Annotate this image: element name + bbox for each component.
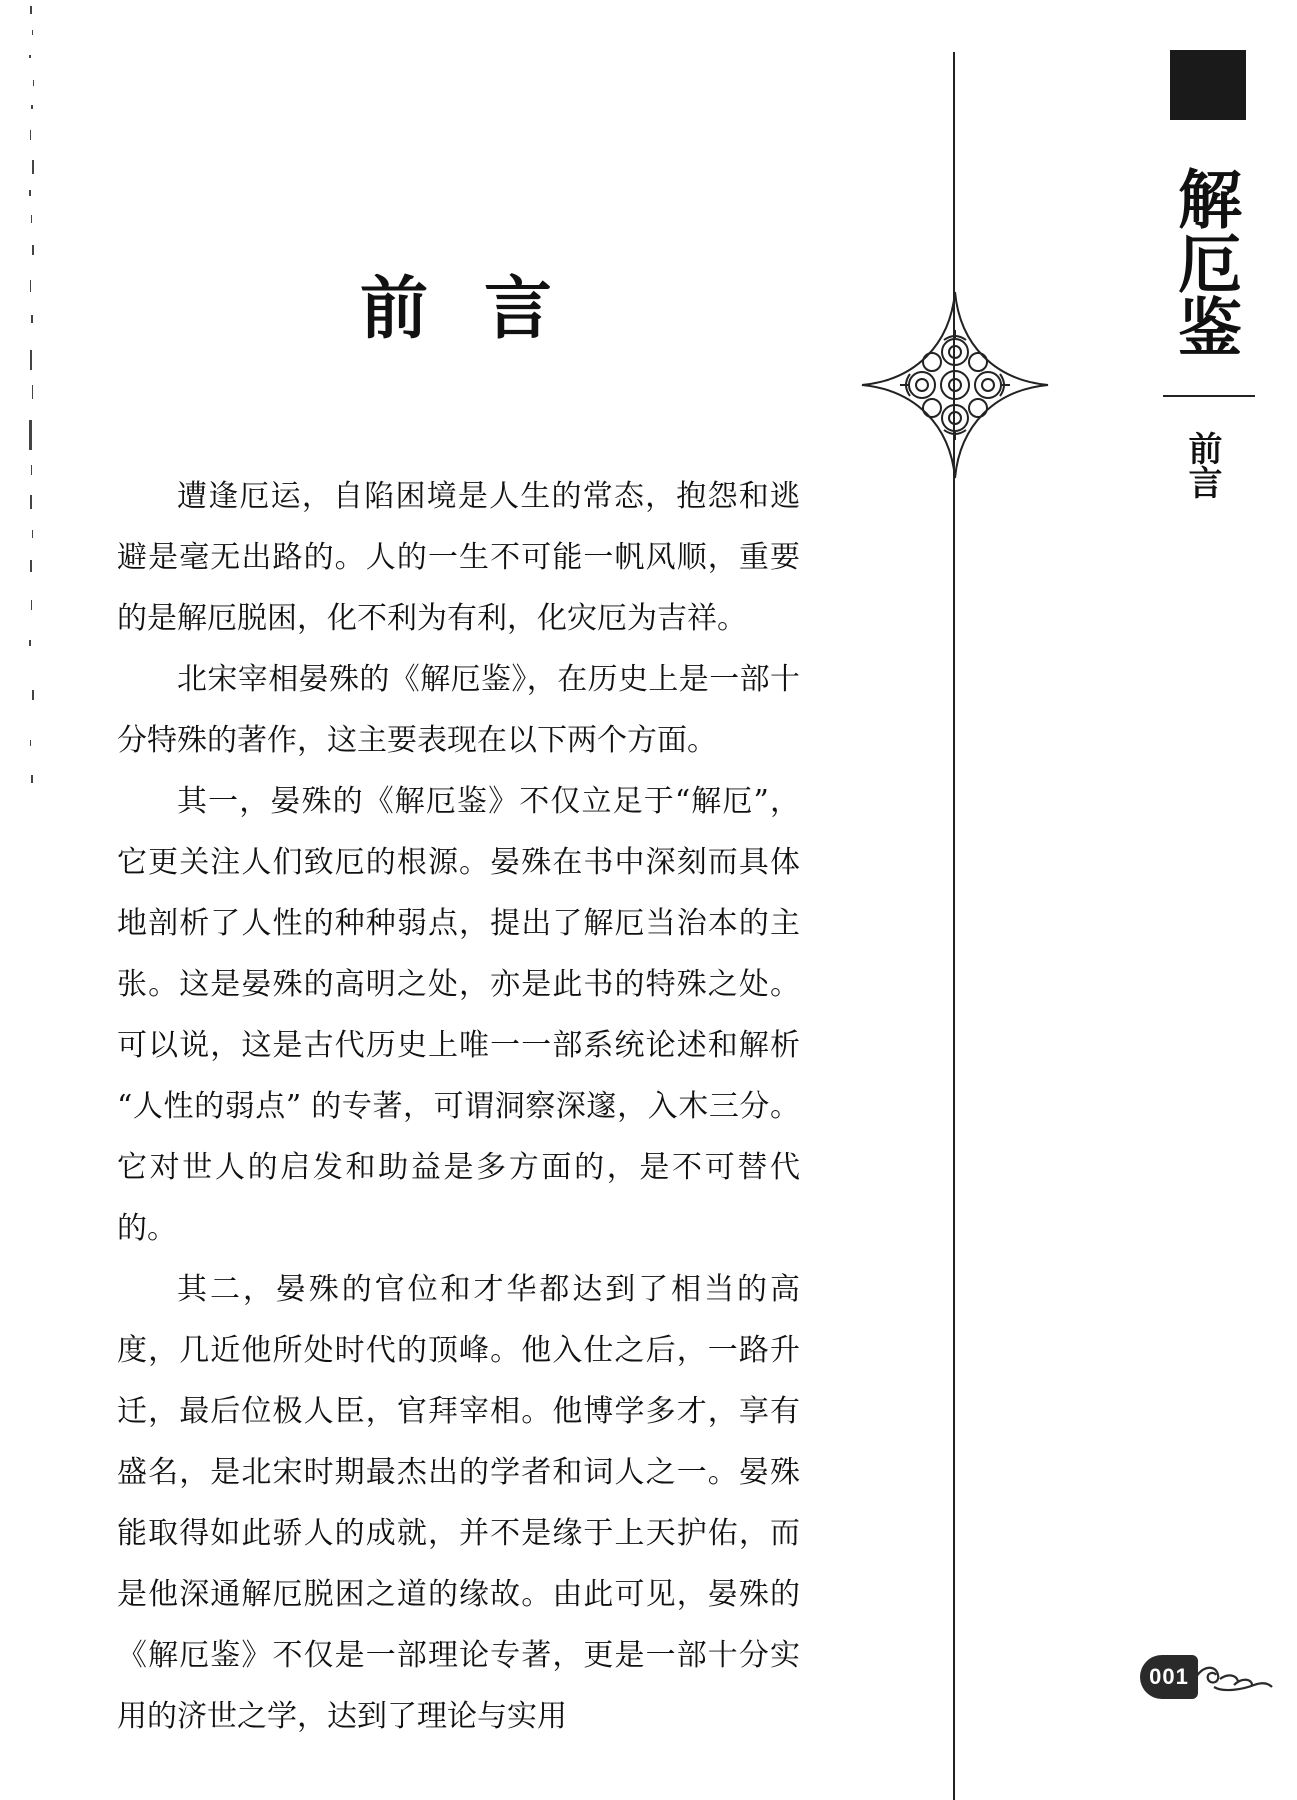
- scan-edge-speckles: [26, 0, 44, 800]
- side-section-label: 前言: [1182, 431, 1222, 499]
- side-rule: [1163, 395, 1255, 397]
- side-tab-block: [1170, 50, 1246, 120]
- paragraph: 遭逢厄运，自陷困境是人生的常态，抱怨和逃避是毫无出路的。人的一生不可能一帆风顺，重要的是解厄脱困，化不利为有利，化灾厄为吉祥。: [117, 479, 800, 636]
- body-text: [117, 466, 800, 1747]
- page-title: 前言: [360, 269, 609, 349]
- lattice-diamond-ornament-icon: [860, 290, 1050, 480]
- page-number-badge: [1140, 1655, 1270, 1699]
- paragraph: 其二，晏殊的官位和才华都达到了相当的高度，几近他所处时代的顶峰。他入仕之后，一路升迁，最后位极人臣，官拜宰相。他博学多才，享有盛名，是北宋时期最杰出的学者和词人之一。晏殊能取得如此骄人的成就，并不是缘于上天护佑，而是他深通解厄脱困之道的缘故。由此可见，晏殊的《解厄鉴》不仅是一部理论专著，更是一部十分实用的济世之学，达到了理论与实用: [117, 1272, 800, 1734]
- side-book-title: 解厄鉴: [1167, 166, 1242, 358]
- paragraph: 北宋宰相晏殊的《解厄鉴》，在历史上是一部十分特殊的著作，这主要表现在以下两个方面。: [117, 662, 800, 758]
- cloud-swirl-icon: [1194, 1659, 1274, 1695]
- paragraph: 其一，晏殊的《解厄鉴》不仅立足于“解厄”，它更关注人们致厄的根源。晏殊在书中深刻而具体地剖析了人性的种种弱点，提出了解厄当治本的主张。这是晏殊的高明之处，亦是此书的特殊之处。可以说，这是古代历史上唯一一部系统论述和解析 “人性的弱点” 的专著，可谓洞察深邃，入木三分。它对世人的启发和助益是多方面的，是不可替代的。: [117, 784, 800, 1246]
- page-number: 001: [1140, 1655, 1198, 1699]
